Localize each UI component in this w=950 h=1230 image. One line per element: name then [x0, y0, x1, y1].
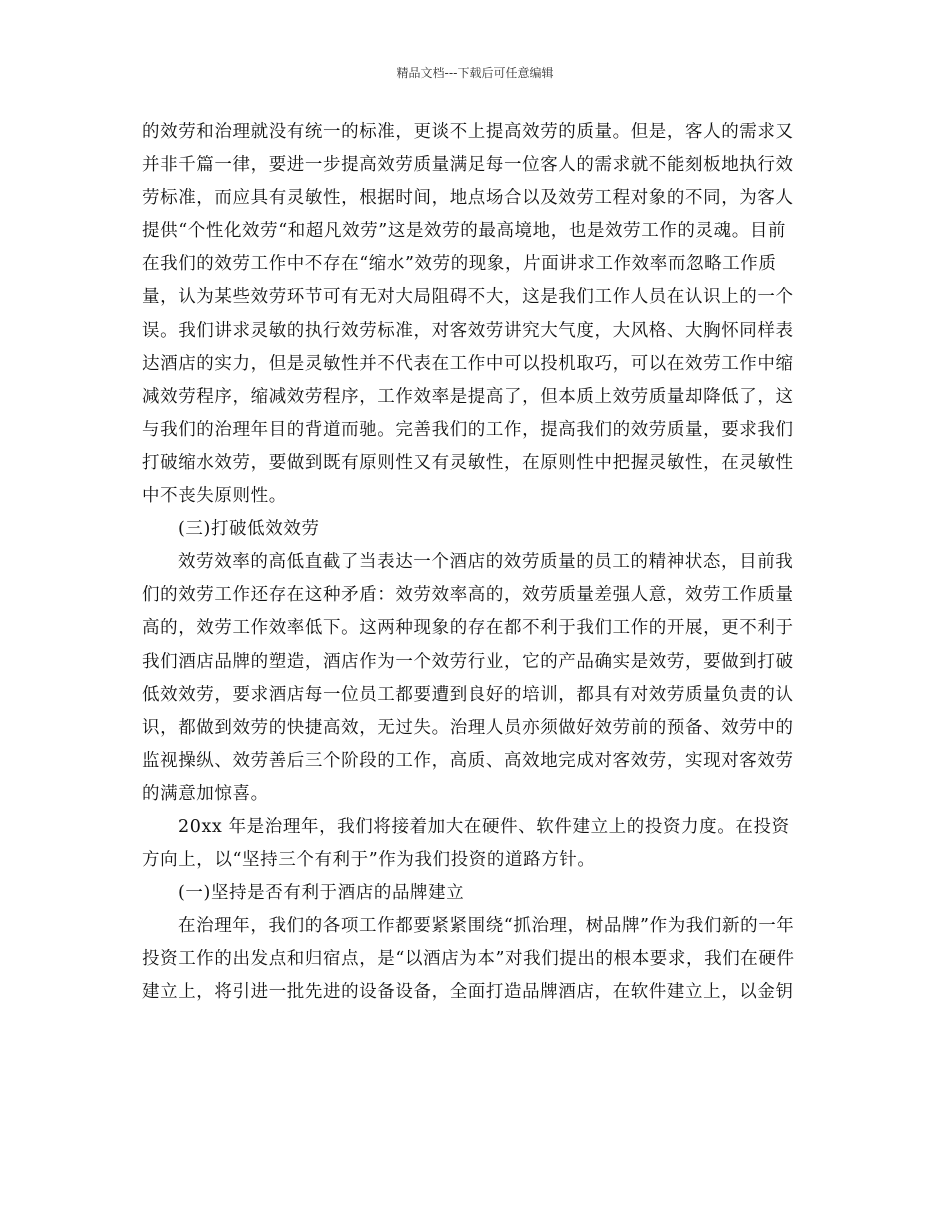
text-line: 的满意加惊喜。 [142, 783, 269, 804]
text-line: 中不丧失原则性。 [142, 486, 287, 507]
text-line: 高的，效劳工作效率低下。这两种现象的存在都不利于我们工作的开展，更不利于 [142, 618, 794, 639]
section-heading: (三)打破低效效劳 [178, 519, 320, 540]
text-line: 效劳效率的高低直截了当表达一个酒店的效劳质量的员工的精神状态，目前我 [178, 552, 794, 573]
document-body [142, 116, 812, 1010]
text-line: 建立上，将引进一批先进的设备设备，全面打造品牌酒店，在软件建立上，以金钥 [142, 982, 794, 1003]
text-line: 劳标准，而应具有灵敏性，根据时间，地点场合以及效劳工程对象的不同，为客人 [142, 188, 794, 209]
text-line: 并非千篇一律，要进一步提高效劳质量满足每一位客人的需求就不能刻板地执行效 [142, 155, 794, 176]
text-line: 在我们的效劳工作中不存在“缩水”效劳的现象，片面讲求工作效率而忽略工作质 [142, 254, 777, 275]
text-line: 打破缩水效劳，要做到既有原则性又有灵敏性，在原则性中把握灵敏性，在灵敏性 [142, 452, 794, 473]
text-line: 识，都做到效劳的快捷高效，无过失。治理人员亦须做好效劳前的预备、效劳中的 [142, 717, 794, 738]
text-line: 提供“个性化效劳“和超凡效劳”这是效劳的最高境地，也是效劳工作的灵魂。目前 [142, 221, 787, 242]
text-line: 在治理年，我们的各项工作都要紧紧围绕“抓治理，树品牌”作为我们新的一年 [178, 916, 795, 937]
text-line: 低效效劳，要求酒店每一位员工都要遭到良好的培训，都具有对效劳质量负责的认 [142, 684, 794, 705]
text-line: 误。我们讲求灵敏的执行效劳标准，对客效劳讲究大气度，大风格、大胸怀同样表 [142, 320, 794, 341]
text-line: 监视操纵、效劳善后三个阶段的工作，高质、高效地完成对客效劳，实现对客效劳 [142, 750, 794, 771]
text-line: 达酒店的实力，但是灵敏性并不代表在工作中可以投机取巧，可以在效劳工作中缩 [142, 353, 794, 374]
page-header: 精品文档---下载后可任意编辑 [396, 66, 554, 80]
text-line: 量，认为某些效劳环节可有无对大局阻碍不大，这是我们工作人员在认识上的一个 [142, 287, 794, 308]
text-line: 们的效劳工作还存在这种矛盾：效劳效率高的，效劳质量差强人意，效劳工作质量 [142, 585, 794, 606]
text-line: 减效劳程序，缩减效劳程序，工作效率是提高了，但本质上效劳质量却降低了，这 [142, 386, 794, 407]
text-line: 的效劳和治理就没有统一的标准，更谈不上提高效劳的质量。但是，客人的需求又 [142, 122, 794, 142]
text-line: 方向上，以“坚持三个有利于”作为我们投资的道路方针。 [142, 850, 596, 871]
text-line: 投资工作的出发点和归宿点，是“以酒店为本”对我们提出的根本要求，我们在硬件 [142, 949, 795, 970]
text-line: 与我们的治理年目的背道而驰。完善我们的工作，提高我们的效劳质量，要求我们 [142, 419, 794, 440]
section-heading: (一)坚持是否有利于酒店的品牌建立 [178, 883, 465, 904]
text-line: 我们酒店品牌的塑造，酒店作为一个效劳行业，它的产品确实是效劳，要做到打破 [142, 651, 794, 672]
text-line: 20xx 年是治理年，我们将接着加大在硬件、软件建立上的投资力度。在投资 [178, 816, 790, 837]
